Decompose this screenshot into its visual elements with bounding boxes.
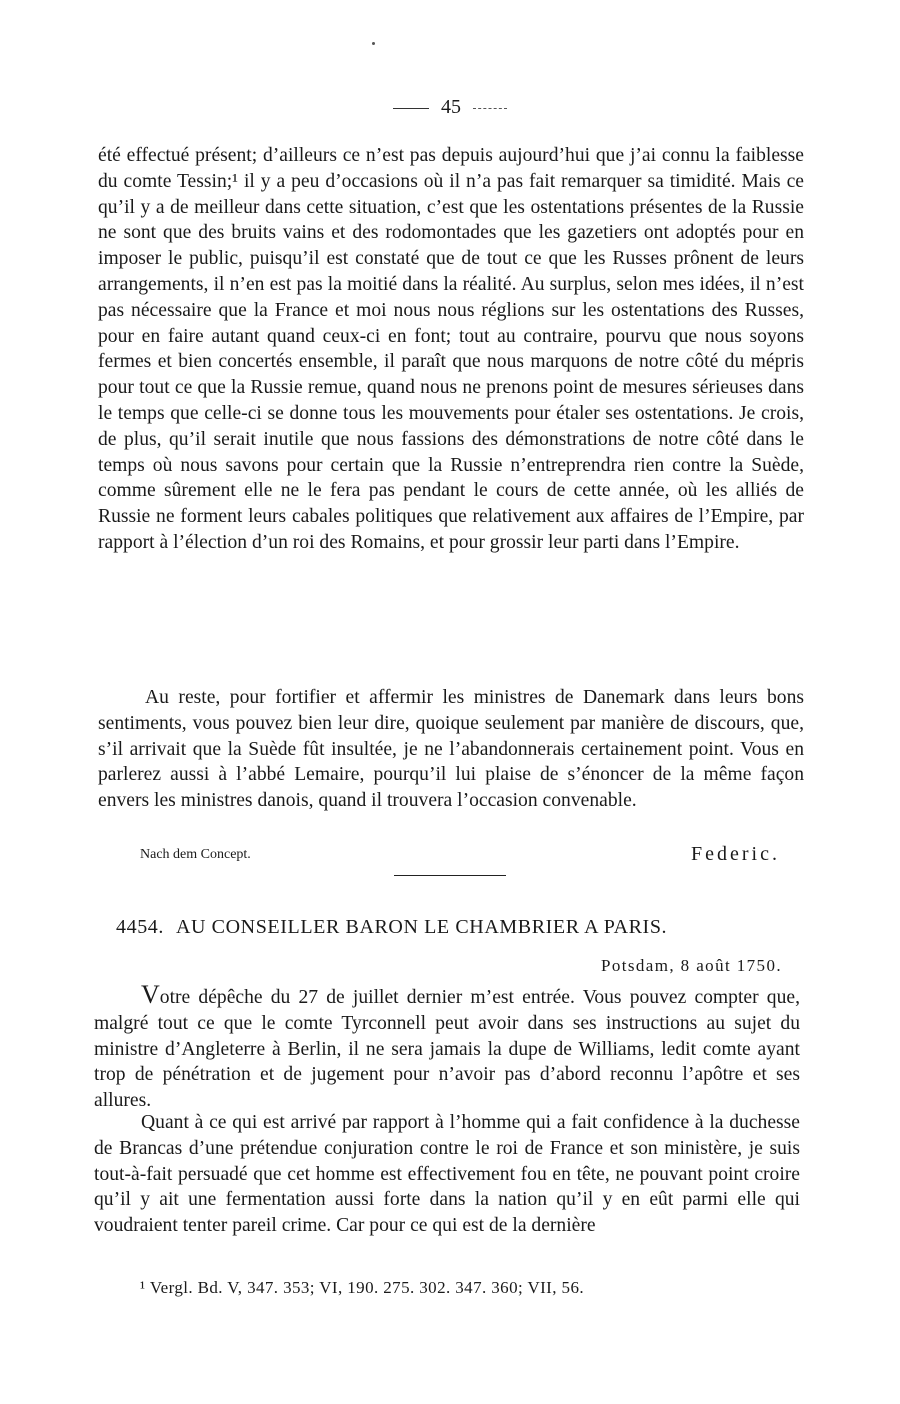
dateline: Potsdam, 8 août 1750.	[601, 956, 782, 975]
paragraph: Votre dépêche du 27 de juillet dernier m’est entrée. Vous pouvez compter que, malgré tout ce que le comte Tyrconnell peut avoir dans ses instructions au sujet du ministre d’Angleterre à Berlin, il ne sera jamais la dupe de Williams, ledit comte ayant trop de pénétration et de jugement pour n’avoir pas d’abord reconnu l’apôtre et ses allures.	[94, 980, 800, 1112]
signature-line	[140, 843, 780, 867]
section-divider	[394, 875, 506, 876]
paragraph: été effectué présent; d’ailleurs ce n’est pas depuis aujourd’hui que j’ai connu la faiblesse du comte Tessin;¹ il y a peu d’occasions où il n’a pas fait remarquer sa timidité. Mais ce qu’il y a de meilleur dans cette situation, c’est que les ostentations présentes de la Russie ne sont que des bruits vains et des rodomontades que les gazetiers ont adoptés pour en imposer le public, puisqu’il est constaté que de tout ce que les Russes prônent de leurs arrangements, il n’en est pas la moitié dans la réalité. Au surplus, selon mes idées, il n’est pas nécessaire que la France et moi nous nous réglions sur les ostentations des Russes, pour en faire autant quand ceux-ci en font; tout au contraire, pourvu que nous soyons fermes et bien concertés ensemble, il paraît que nous marquons de notre côté du mépris pour tout ce que la Russie remue, quand nous ne prenons point de mesures sérieuses dans le temps que celle-ci se donne tous les mouvements pour étaler ses ostentations. Je crois, de plus, qu’il serait inutile que nous fassions des démonstrations de notre côté dans le temps où nous savons pour certain que la Russie n’entreprendra rien contre la Suède, comme sûrement elle ne le fera pas pendant le cours de cette année, où les alliés de Russie ne forment leurs cabales politiques que relativement aux affaires de l’Empire, par rapport à l’élection d’un roi des Romains, et pour grossir leur parti dans l’Empire.	[98, 145, 804, 553]
signature: Federic.	[691, 843, 780, 865]
header-dash-right	[473, 108, 507, 109]
document-heading	[116, 916, 667, 939]
header-dash-left	[393, 108, 429, 109]
letter-body-closing	[98, 685, 804, 814]
document-title: AU CONSEILLER BARON LE CHAMBRIER A PARIS.	[176, 916, 668, 938]
letter-body-continued-2	[94, 1110, 800, 1239]
document-number: 4454.	[116, 916, 164, 938]
letter-body-continued	[98, 143, 804, 556]
letter-body	[94, 982, 800, 1114]
printer-mark	[372, 42, 375, 45]
footnote: ¹ Vergl. Bd. V, 347. 353; VI, 190. 275. 302. 347. 360; VII, 56.	[140, 1278, 584, 1297]
source-note: Nach dem Concept.	[140, 847, 251, 862]
paragraph: Quant à ce qui est arrivé par rapport à l’homme qui a fait confidence à la duchesse de Brancas d’une prétendue conjuration contre le roi de France et son ministère, je suis tout-à-fait persuadé que cet homme est effectivement fou en tête, ne pouvant point croire qu’il y ait une fermentation aussi forte dans la nation qu’il y en eût parmi elle qui voudraient tenter pareil crime. Car pour ce qui est de la dernière	[94, 1112, 800, 1237]
page-header	[0, 96, 900, 119]
paragraph: Au reste, pour fortifier et affermir les ministres de Danemark dans leurs bons sentiments, vous pouvez bien leur dire, quoique seulement par manière de discours, que, s’il arrivait que la Suède fût insultée, je ne l’abandonnerais certainement point. Vous en parlerez aussi à l’abbé Lemaire, pourqu’il lui plaise de s’énoncer de la même façon envers les ministres danois, quand il trouvera l’occasion convenable.	[98, 687, 804, 812]
page-number: 45	[441, 96, 461, 118]
